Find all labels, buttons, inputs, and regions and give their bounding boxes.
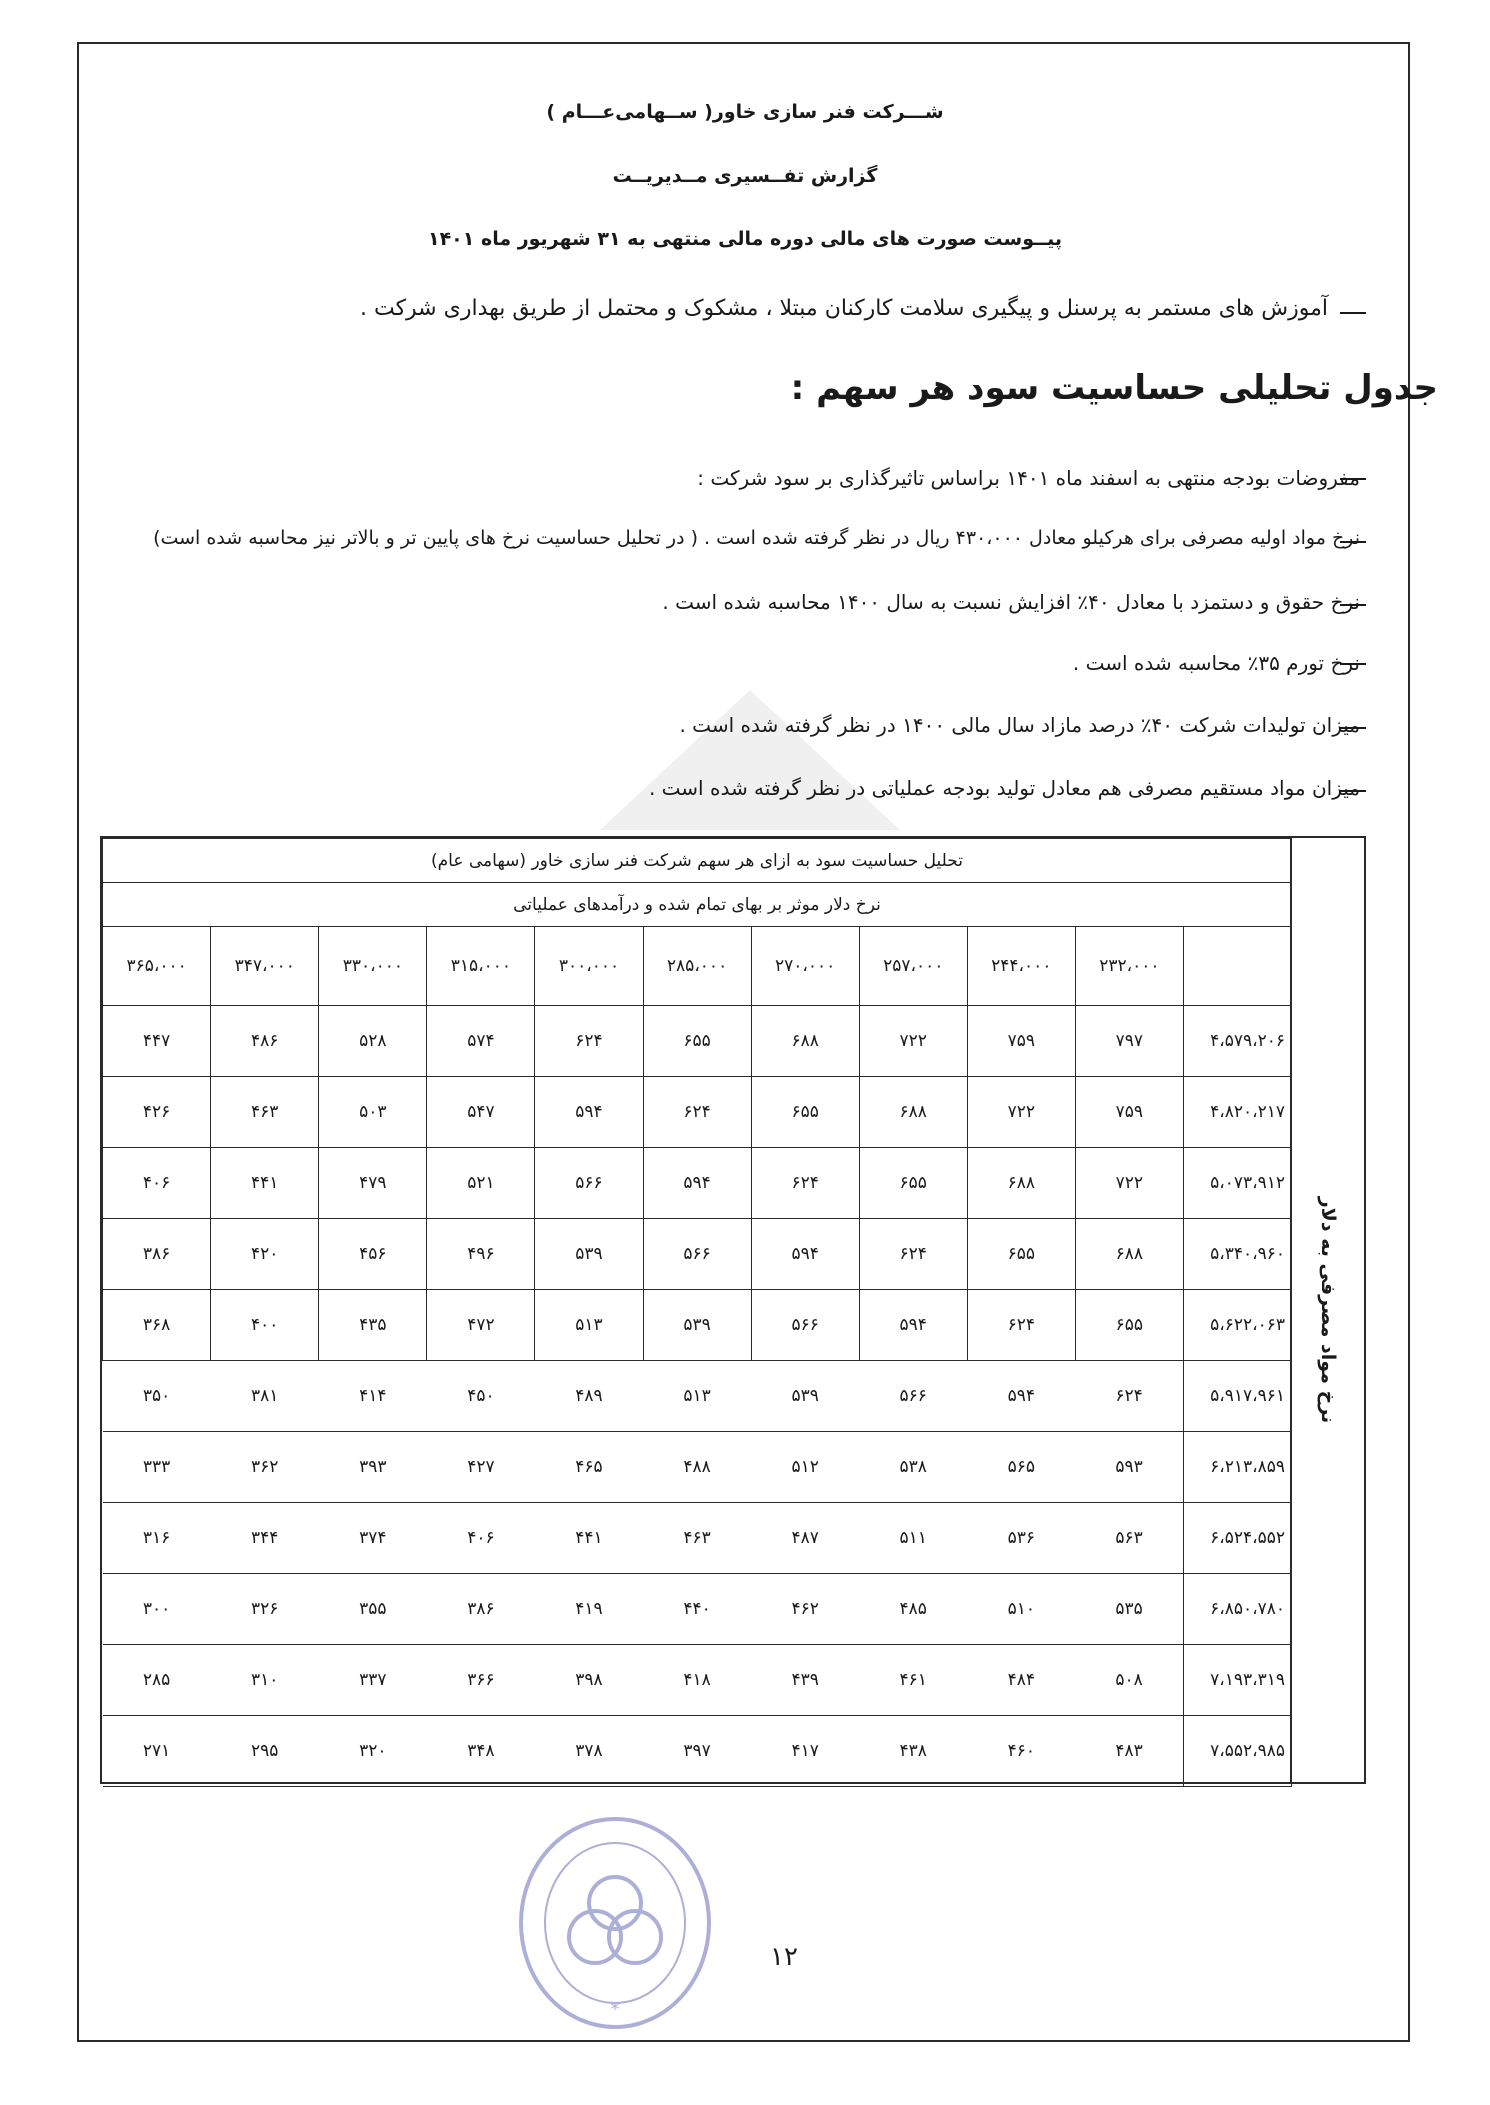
assumption-item: نرخ حقوق و دستمزد با معادل ۴۰٪ افزایش نسبت به سال ۱۴۰۰ محاسبه شده است . xyxy=(662,590,1360,614)
intro-bullet: آموزش های مستمر به پرسنل و پیگیری سلامت کارکنان مبتلا ، مشکوک و محتمل از طریق بهداری شرکت . xyxy=(359,296,1328,321)
column-header: ۲۳۲،۰۰۰ xyxy=(1075,927,1183,1006)
table-cell: ۵۱۰ xyxy=(967,1574,1075,1645)
table-cell: ۶۲۴ xyxy=(1075,1361,1183,1432)
table-cell: ۵۳۹ xyxy=(535,1219,643,1290)
table-cell: ۷۵۹ xyxy=(967,1006,1075,1077)
table-caption: تحلیل حساسیت سود به ازای هر سهم شرکت فنر سازی خاور (سهامی عام) xyxy=(103,839,1292,883)
table-cell: ۴۳۸ xyxy=(859,1716,967,1787)
table-cell: ۵۲۱ xyxy=(427,1148,535,1219)
table-cell: ۵۹۳ xyxy=(1075,1432,1183,1503)
column-header: ۳۴۷،۰۰۰ xyxy=(211,927,319,1006)
table-cell: ۳۹۷ xyxy=(643,1716,751,1787)
table-cell: ۷۹۷ xyxy=(1075,1006,1183,1077)
table-cell: ۶۵۵ xyxy=(643,1006,751,1077)
table-cell: ۴۴۰ xyxy=(643,1574,751,1645)
table-cell: ۵۶۶ xyxy=(643,1219,751,1290)
table-cell: ۶۸۸ xyxy=(967,1148,1075,1219)
column-header: ۳۶۵،۰۰۰ xyxy=(103,927,211,1006)
table-cell: ۴۶۰ xyxy=(967,1716,1075,1787)
table-cell: ۵۶۳ xyxy=(1075,1503,1183,1574)
table-cell: ۳۳۷ xyxy=(319,1645,427,1716)
table-cell: ۴۴۱ xyxy=(211,1148,319,1219)
table-cell: ۴۶۵ xyxy=(535,1432,643,1503)
table-cell: ۴۱۴ xyxy=(319,1361,427,1432)
row-header: ۵،۰۷۳،۹۱۲ xyxy=(1183,1148,1291,1219)
table-cell: ۵۹۴ xyxy=(751,1219,859,1290)
table-row xyxy=(103,1219,1292,1290)
table-cell: ۴۴۷ xyxy=(103,1006,211,1077)
table-cell: ۶۵۵ xyxy=(751,1077,859,1148)
table-cell: ۵۶۶ xyxy=(535,1148,643,1219)
table-row xyxy=(103,1574,1292,1645)
table-cell: ۲۷۱ xyxy=(103,1716,211,1787)
row-header: ۴،۸۲۰،۲۱۷ xyxy=(1183,1077,1291,1148)
row-header: ۷،۱۹۳،۳۱۹ xyxy=(1183,1645,1291,1716)
column-header-row xyxy=(103,927,1292,1006)
row-header: ۶،۲۱۳،۸۵۹ xyxy=(1183,1432,1291,1503)
corner-cell xyxy=(1183,927,1291,1006)
table-cell: ۴۸۴ xyxy=(967,1645,1075,1716)
table-cell: ۳۱۰ xyxy=(211,1645,319,1716)
column-header: ۲۴۴،۰۰۰ xyxy=(967,927,1075,1006)
table-cell: ۴۸۷ xyxy=(751,1503,859,1574)
table-row xyxy=(103,1077,1292,1148)
table-cell: ۴۱۹ xyxy=(535,1574,643,1645)
table-cell: ۴۶۲ xyxy=(751,1574,859,1645)
table-cell: ۵۳۸ xyxy=(859,1432,967,1503)
table-subcaption: نرخ دلار موثر بر بهای تمام شده و درآمدهای عملیاتی xyxy=(103,883,1292,927)
row-header: ۴،۵۷۹،۲۰۶ xyxy=(1183,1006,1291,1077)
table-cell: ۳۴۸ xyxy=(427,1716,535,1787)
column-header: ۳۱۵،۰۰۰ xyxy=(427,927,535,1006)
table-cell: ۵۳۶ xyxy=(967,1503,1075,1574)
table-cell: ۴۱۷ xyxy=(751,1716,859,1787)
table-cell: ۴۸۵ xyxy=(859,1574,967,1645)
table-cell: ۵۱۲ xyxy=(751,1432,859,1503)
table-cell: ۳۵۵ xyxy=(319,1574,427,1645)
table-cell: ۵۶۵ xyxy=(967,1432,1075,1503)
assumption-item: میزان مواد مستقیم مصرفی هم معادل تولید بودجه عملیاتی در نظر گرفته شده است . xyxy=(648,776,1360,800)
company-seal xyxy=(515,1815,715,2030)
table-cell: ۴۸۸ xyxy=(643,1432,751,1503)
assumption-item: نرخ تورم ۳۵٪ محاسبه شده است . xyxy=(1072,651,1360,675)
report-subtitle: پیــوست صورت های مالی دوره مالی منتهی به ۳۱ شهریور ماه ۱۴۰۱ xyxy=(427,228,1063,250)
svg-text:*: * xyxy=(610,1999,620,2020)
table-cell: ۶۲۴ xyxy=(967,1290,1075,1361)
table-cell: ۳۲۰ xyxy=(319,1716,427,1787)
table-cell: ۴۶۳ xyxy=(643,1503,751,1574)
table-row xyxy=(103,1432,1292,1503)
table-cell: ۶۸۸ xyxy=(751,1006,859,1077)
table-cell: ۴۲۶ xyxy=(103,1077,211,1148)
assumption-item: مفروضات بودجه منتهی به اسفند ماه ۱۴۰۱ براساس تاثیرگذاری بر سود شرکت : xyxy=(697,466,1360,490)
table-row xyxy=(103,1006,1292,1077)
table-cell: ۶۲۴ xyxy=(643,1077,751,1148)
table-cell: ۷۲۲ xyxy=(1075,1148,1183,1219)
table-cell: ۳۰۰ xyxy=(103,1574,211,1645)
table-cell: ۳۲۶ xyxy=(211,1574,319,1645)
assumption-item: میزان تولیدات شرکت ۴۰٪ درصد مازاد سال مالی ۱۴۰۰ در نظر گرفته شده است . xyxy=(679,713,1360,737)
column-header: ۲۵۷،۰۰۰ xyxy=(859,927,967,1006)
table-cell: ۴۷۲ xyxy=(427,1290,535,1361)
table-cell: ۷۲۲ xyxy=(967,1077,1075,1148)
row-header: ۵،۹۱۷،۹۶۱ xyxy=(1183,1361,1291,1432)
table-cell: ۴۰۶ xyxy=(427,1503,535,1574)
table-cell: ۴۰۶ xyxy=(103,1148,211,1219)
table-cell: ۵۴۷ xyxy=(427,1077,535,1148)
table-cell: ۶۵۵ xyxy=(967,1219,1075,1290)
table-cell: ۶۸۸ xyxy=(859,1077,967,1148)
row-header: ۵،۶۲۲،۰۶۳ xyxy=(1183,1290,1291,1361)
table-row xyxy=(103,1290,1292,1361)
table-cell: ۵۱۳ xyxy=(535,1290,643,1361)
table-cell: ۳۹۸ xyxy=(535,1645,643,1716)
table-cell: ۳۴۴ xyxy=(211,1503,319,1574)
table-cell: ۳۸۱ xyxy=(211,1361,319,1432)
table-cell: ۴۲۷ xyxy=(427,1432,535,1503)
table-cell: ۴۲۰ xyxy=(211,1219,319,1290)
table-cell: ۶۲۴ xyxy=(535,1006,643,1077)
table-cell: ۵۰۳ xyxy=(319,1077,427,1148)
table-cell: ۵۳۹ xyxy=(751,1361,859,1432)
column-header: ۲۷۰،۰۰۰ xyxy=(751,927,859,1006)
table-cell: ۷۵۹ xyxy=(1075,1077,1183,1148)
table-cell: ۳۵۰ xyxy=(103,1361,211,1432)
table-cell: ۳۷۴ xyxy=(319,1503,427,1574)
row-header: ۵،۳۴۰،۹۶۰ xyxy=(1183,1219,1291,1290)
table-cell: ۳۸۶ xyxy=(427,1574,535,1645)
column-header: ۳۰۰،۰۰۰ xyxy=(535,927,643,1006)
table-cell: ۵۳۵ xyxy=(1075,1574,1183,1645)
table-cell: ۵۶۶ xyxy=(859,1361,967,1432)
table-cell: ۵۳۹ xyxy=(643,1290,751,1361)
row-header: ۷،۵۵۲،۹۸۵ xyxy=(1183,1716,1291,1787)
table-row xyxy=(103,1148,1292,1219)
table-cell: ۵۹۴ xyxy=(967,1361,1075,1432)
table-cell: ۴۴۱ xyxy=(535,1503,643,1574)
table-cell: ۵۱۱ xyxy=(859,1503,967,1574)
assumption-item: نرخ مواد اولیه مصرفی برای هرکیلو معادل ۴۳۰،۰۰۰ ریال در نظر گرفته شده است . ( در تحلیل حساسیت نرخ های پایین تر و بالاتر نیز محاسبه شده است) xyxy=(153,527,1360,549)
table-cell: ۲۹۵ xyxy=(211,1716,319,1787)
eps-table xyxy=(102,838,1292,1787)
table-cell: ۶۲۴ xyxy=(859,1219,967,1290)
report-title: گزارش تفــسیری مــدیریــت xyxy=(612,165,878,187)
table-row xyxy=(103,1503,1292,1574)
table-cell: ۳۹۳ xyxy=(319,1432,427,1503)
table-row xyxy=(103,1716,1292,1787)
table-cell: ۵۷۴ xyxy=(427,1006,535,1077)
table-cell: ۳۸۶ xyxy=(103,1219,211,1290)
table-cell: ۵۱۳ xyxy=(643,1361,751,1432)
table-cell: ۴۵۶ xyxy=(319,1219,427,1290)
table-cell: ۳۶۲ xyxy=(211,1432,319,1503)
table-cell: ۷۲۲ xyxy=(859,1006,967,1077)
row-header: ۶،۵۲۴،۵۵۲ xyxy=(1183,1503,1291,1574)
table-cell: ۴۸۳ xyxy=(1075,1716,1183,1787)
table-cell: ۴۸۶ xyxy=(211,1006,319,1077)
row-header: ۶،۸۵۰،۷۸۰ xyxy=(1183,1574,1291,1645)
table-row xyxy=(103,1645,1292,1716)
table-cell: ۵۹۴ xyxy=(535,1077,643,1148)
table-cell: ۴۶۱ xyxy=(859,1645,967,1716)
sensitivity-table xyxy=(100,836,1366,1784)
table-cell: ۳۶۸ xyxy=(103,1290,211,1361)
table-cell: ۵۶۶ xyxy=(751,1290,859,1361)
table-cell: ۵۹۴ xyxy=(859,1290,967,1361)
table-cell: ۶۵۵ xyxy=(859,1148,967,1219)
table-cell: ۴۵۰ xyxy=(427,1361,535,1432)
table-cell: ۴۳۹ xyxy=(751,1645,859,1716)
table-cell: ۳۷۸ xyxy=(535,1716,643,1787)
table-cell: ۲۸۵ xyxy=(103,1645,211,1716)
table-cell: ۶۵۵ xyxy=(1075,1290,1183,1361)
table-cell: ۴۹۶ xyxy=(427,1219,535,1290)
table-cell: ۴۰۰ xyxy=(211,1290,319,1361)
table-cell: ۵۰۸ xyxy=(1075,1645,1183,1716)
table-cell: ۶۸۸ xyxy=(1075,1219,1183,1290)
page-number: ۱۲ xyxy=(770,1942,798,1972)
table-cell: ۴۷۹ xyxy=(319,1148,427,1219)
table-cell: ۳۶۶ xyxy=(427,1645,535,1716)
table-cell: ۵۹۴ xyxy=(643,1148,751,1219)
company-name: شـــرکت فنر سازی خاور( ســهامی‌عـــام ) xyxy=(546,101,944,123)
bullet-dash xyxy=(1340,312,1366,314)
column-header: ۳۳۰،۰۰۰ xyxy=(319,927,427,1006)
section-title: جدول تحلیلی حساسیت سود هر سهم : xyxy=(790,368,1438,408)
side-column xyxy=(1290,838,1364,1782)
table-cell: ۳۱۶ xyxy=(103,1503,211,1574)
table-cell: ۳۳۳ xyxy=(103,1432,211,1503)
table-cell: ۴۸۹ xyxy=(535,1361,643,1432)
watermark-logo xyxy=(600,690,900,830)
table-cell: ۴۳۵ xyxy=(319,1290,427,1361)
table-cell: ۵۲۸ xyxy=(319,1006,427,1077)
side-label: نرخ مواد مصرفی به دلار xyxy=(1317,1196,1339,1424)
table-cell: ۶۲۴ xyxy=(751,1148,859,1219)
table-cell: ۴۶۳ xyxy=(211,1077,319,1148)
column-header: ۲۸۵،۰۰۰ xyxy=(643,927,751,1006)
table-row xyxy=(103,1361,1292,1432)
table-cell: ۴۱۸ xyxy=(643,1645,751,1716)
